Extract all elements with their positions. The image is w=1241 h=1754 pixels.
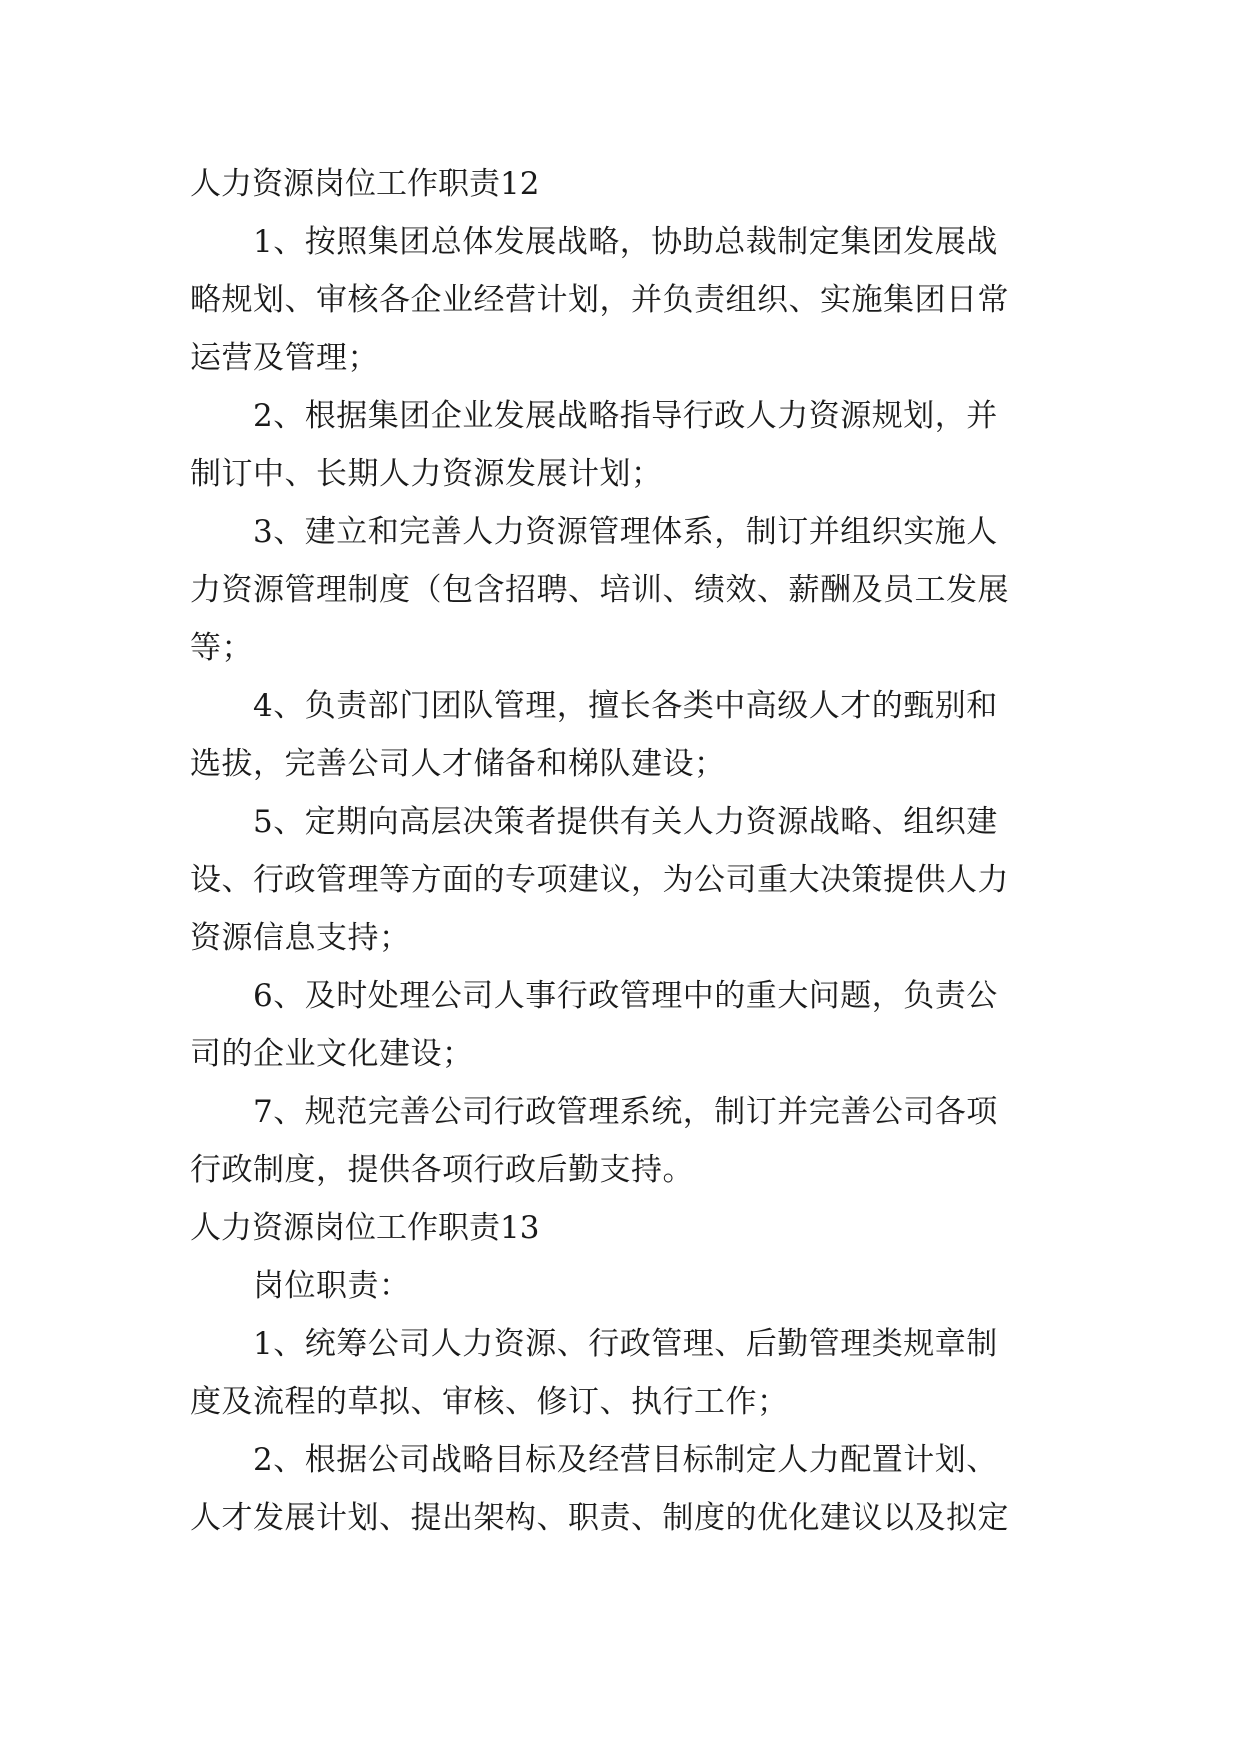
- paragraph-line: 1、按照集团总体发展战略，协助总裁制定集团发展战: [253, 224, 998, 260]
- section-12-item-3: [190, 503, 1052, 677]
- section-12-title: 人力资源岗位工作职责12: [190, 166, 540, 202]
- section-12-item-7: [190, 1083, 1052, 1199]
- section-13-item-1: [190, 1315, 1052, 1431]
- paragraph-line: 设、行政管理等方面的专项建议，为公司重大决策提供人力: [190, 862, 1009, 898]
- paragraph-line: 行政制度，提供各项行政后勤支持。: [190, 1152, 694, 1188]
- paragraph-line: 力资源管理制度（包含招聘、培训、绩效、薪酬及员工发展: [190, 572, 1009, 608]
- paragraph-line: 5、定期向高层决策者提供有关人力资源战略、组织建: [253, 804, 998, 840]
- section-12-item-5: [190, 793, 1052, 967]
- document-page: [190, 155, 1052, 1547]
- section-13-item-2: [190, 1431, 1052, 1547]
- paragraph-line: 司的企业文化建设；: [190, 1036, 474, 1072]
- paragraph-line: 2、根据集团企业发展战略指导行政人力资源规划，并: [253, 398, 998, 434]
- paragraph-line: 3、建立和完善人力资源管理体系，制订并组织实施人: [253, 514, 998, 550]
- paragraph-line: 度及流程的草拟、审核、修订、执行工作；: [190, 1384, 789, 1420]
- section-13-title: 人力资源岗位工作职责13: [190, 1210, 540, 1246]
- paragraph-line: 7、规范完善公司行政管理系统，制订并完善公司各项: [253, 1094, 998, 1130]
- paragraph-line: 资源信息支持；: [190, 920, 411, 956]
- paragraph-line: 6、及时处理公司人事行政管理中的重大问题，负责公: [253, 978, 998, 1014]
- paragraph-line: 制订中、长期人力资源发展计划；: [190, 456, 663, 492]
- section-12-item-4: [190, 677, 1052, 793]
- paragraph-line: 选拔，完善公司人才储备和梯队建设；: [190, 746, 726, 782]
- paragraph-line: 等；: [190, 630, 253, 666]
- section-12-item-6: [190, 967, 1052, 1083]
- paragraph-line: 4、负责部门团队管理，擅长各类中高级人才的甄别和: [253, 688, 998, 724]
- section-12-item-2: [190, 387, 1052, 503]
- paragraph-line: 人才发展计划、提出架构、职责、制度的优化建议以及拟定: [190, 1500, 1009, 1536]
- paragraph-line: 1、统筹公司人力资源、行政管理、后勤管理类规章制: [253, 1326, 998, 1362]
- paragraph-line: 2、根据公司战略目标及经营目标制定人力配置计划、: [253, 1442, 998, 1478]
- section-13-subtitle: 岗位职责：: [253, 1268, 411, 1304]
- section-12-item-1: [190, 213, 1052, 387]
- paragraph-line: 运营及管理；: [190, 340, 379, 376]
- paragraph-line: 略规划、审核各企业经营计划，并负责组织、实施集团日常: [190, 282, 1009, 318]
